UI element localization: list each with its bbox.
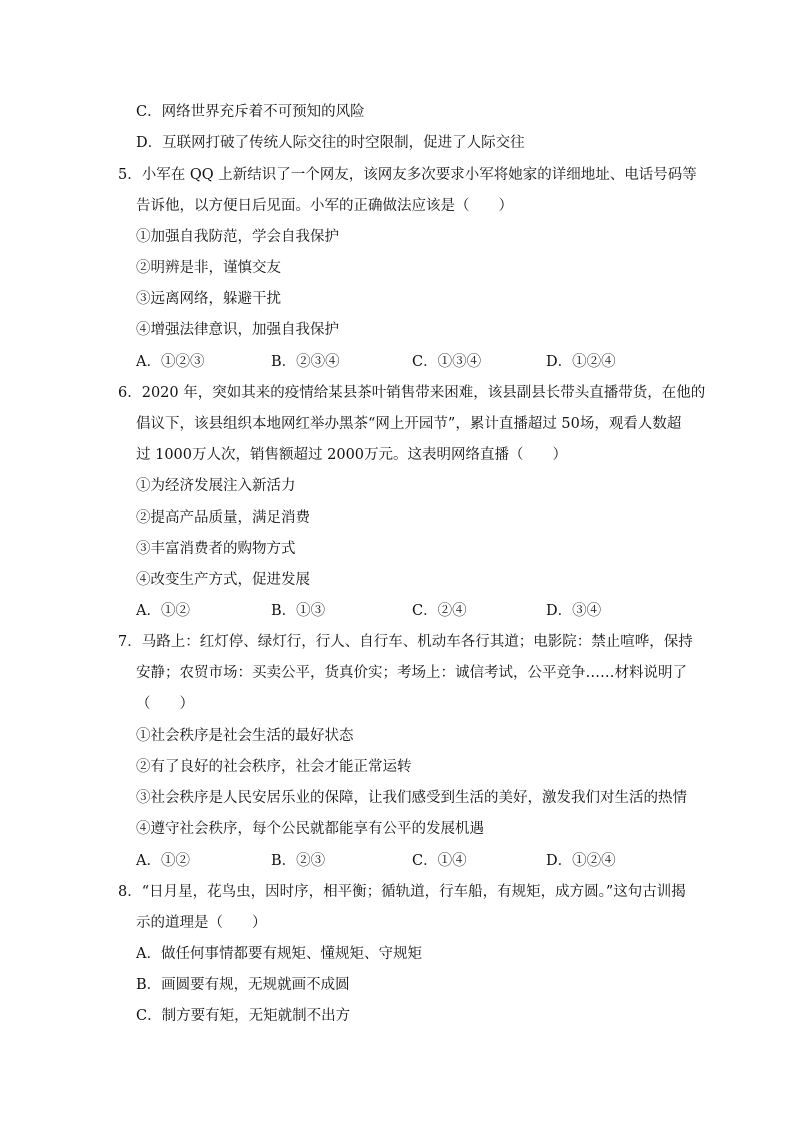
- q8-option-c: C．制方要有矩，无矩就制不出方: [136, 1008, 351, 1024]
- q8-option-b: B．画圆要有规，无规就画不成圆: [136, 977, 350, 993]
- q5-stem-line-1: 5．小军在 QQ 上新结识了一个网友，该网友多次要求小军将她家的详细地址、电话号码等: [118, 167, 697, 183]
- q8-stem-line-2: 示的道理是（ ）: [136, 915, 267, 931]
- q7-option-d: D．①②④: [546, 853, 616, 869]
- q7-stem-line-3: （ ）: [136, 696, 194, 712]
- q7-option-c: C．①④: [412, 853, 467, 869]
- q5-statement-3: ③远离网络，躲避干扰: [136, 291, 281, 307]
- q7-option-b: B．②③: [271, 853, 326, 869]
- q7-statement-1: ①社会秩序是社会生活的最好状态: [136, 728, 354, 744]
- q4-option-d: D．互联网打破了传统人际交往的时空限制，促进了人际交往: [136, 135, 525, 151]
- q4-option-c: C．网络世界充斥着不可预知的风险: [136, 104, 365, 120]
- q7-statement-4: ④遵守社会秩序，每个公民就都能享有公平的发展机遇: [136, 821, 484, 837]
- q7-option-a: A．①②: [136, 853, 190, 869]
- q6-option-c: C．②④: [412, 603, 467, 619]
- q5-stem-line-2: 告诉他，以方便日后见面。小军的正确做法应该是（ ）: [136, 198, 513, 214]
- q5-option-b: B．②③④: [271, 354, 340, 370]
- q7-statement-3: ③社会秩序是人民安居乐业的保障，让我们感受到生活的美好，激发我们对生活的热情: [136, 790, 687, 806]
- q5-statement-2: ②明辨是非，谨慎交友: [136, 260, 281, 276]
- q6-option-a: A．①②: [136, 603, 190, 619]
- q6-statement-2: ②提高产品质量，满足消费: [136, 510, 310, 526]
- q7-stem-line-2: 安静；农贸市场：买卖公平，货真价实；考场上：诚信考试，公平竞争……材料说明了: [136, 665, 687, 681]
- q6-stem-line-1: 6．2020 年，突如其来的疫情给某县茶叶销售带来困难，该县副县长带头直播带货，在他的: [118, 385, 706, 401]
- q6-stem-line-3: 过 1000万人次，销售额超过 2000万元。这表明网络直播（ ）: [136, 447, 568, 463]
- q5-option-d: D．①②④: [546, 354, 616, 370]
- q5-option-c: C．①③④: [412, 354, 482, 370]
- q6-stem-line-2: 倡议下，该县组织本地网红举办黑茶“网上开园节”，累计直播超过 50场，观看人数超: [136, 416, 682, 432]
- q6-option-b: B．①③: [271, 603, 326, 619]
- q7-statement-2: ②有了良好的社会秩序，社会才能正常运转: [136, 759, 412, 775]
- q7-stem-line-1: 7．马路上：红灯停、绿灯行，行人、自行车、机动车各行其道；电影院：禁止喧哗，保持: [118, 634, 693, 650]
- q6-statement-3: ③丰富消费者的购物方式: [136, 541, 296, 557]
- q6-statement-4: ④改变生产方式，促进发展: [136, 572, 310, 588]
- q5-option-a: A．①②③: [136, 354, 205, 370]
- q6-option-d: D．③④: [546, 603, 602, 619]
- q5-statement-1: ①加强自我防范，学会自我保护: [136, 229, 339, 245]
- q8-option-a: A．做任何事情都要有规矩、懂规矩、守规矩: [136, 946, 422, 962]
- q8-stem-line-1: 8．“日月星，花鸟虫，因时序，相平衡；循轨道，行车船，有规矩，成方圆。”这句古训揭: [118, 884, 686, 900]
- q5-statement-4: ④增强法律意识，加强自我保护: [136, 322, 339, 338]
- q6-statement-1: ①为经济发展注入新活力: [136, 478, 296, 494]
